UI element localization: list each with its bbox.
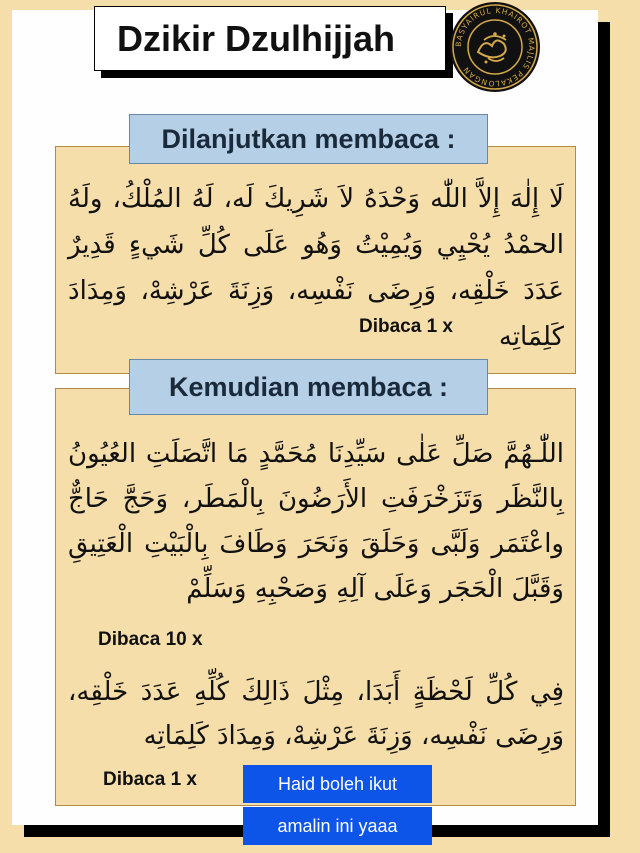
section-2-arabic-text-2: فِي كُلِّ لَحْظَةٍ أَبَدَا، مِثْلَ ذَالِكَ كُلِّهِ عَدَدَ خَلْقِه، وَرِضَى نَفْسِه، وَزِنَةَ عَرْشِهْ، وَمِدَادَ كَلِمَاتِه xyxy=(68,677,564,751)
page-title: Dzikir Dzulhijjah xyxy=(117,17,396,59)
section-2-label: Kemudian membaca : xyxy=(129,359,488,415)
section-1-label: Dilanjutkan membaca : xyxy=(129,114,488,164)
section-2-count-2: Dibaca 1 x xyxy=(103,769,197,790)
section-2-count-1: Dibaca 10 x xyxy=(98,629,203,650)
title-box xyxy=(94,6,446,71)
majlis-emblem-icon xyxy=(448,0,542,94)
section-1-count: Dibaca 1 x xyxy=(359,316,453,337)
note-line-1: Haid boleh ikut xyxy=(243,765,432,803)
logo-ring-text: BASYAIRUL KHAIROT MAJLIS PEKALONGAN xyxy=(453,5,537,89)
section-1-arabic-text: لَا إِلٰهَ إِلاَّ اللّٰه وَحْدَهُ لاَ شَرِيكَ لَه، لَهُ المُلْكُ، ولَهُ الحمْدُ يُحْيِي وَيُمِيْتُ وَهُو عَلَى كُلِّ شَيءٍ قَدِيرٌ عَدَدَ خَلْقِه، وَرِضَى نَفْسِه، وَزِنَةَ عَرْشِهْ، وَمِدَادَ كَلِمَاتِه xyxy=(68,184,564,352)
note-line-2: amalin ini yaaa xyxy=(243,807,432,845)
section-2-arabic-text-1: اللّٰـهُمَّ صَلِّ عَلٰى سَيِّدِنَا مُحَمَّدٍ مَا اتَّصَلَتِ العُيُونُ بِالنَّظَر وَتَزَخْرَفَتِ الأَرَضُونَ بِالْمَطَر، وَحَجَّ حَاجٌّ واعْتَمَر وَلَبَّى وَحَلَقَ وَنَحَرَ وَطَافَ بِالْبَيْتِ الْعَتِيقِ وَقَبَّلَ الْحَجَر وَعَلَى آلِهِ وَصَحْبِهِ وَسَلِّمْ xyxy=(68,439,564,604)
